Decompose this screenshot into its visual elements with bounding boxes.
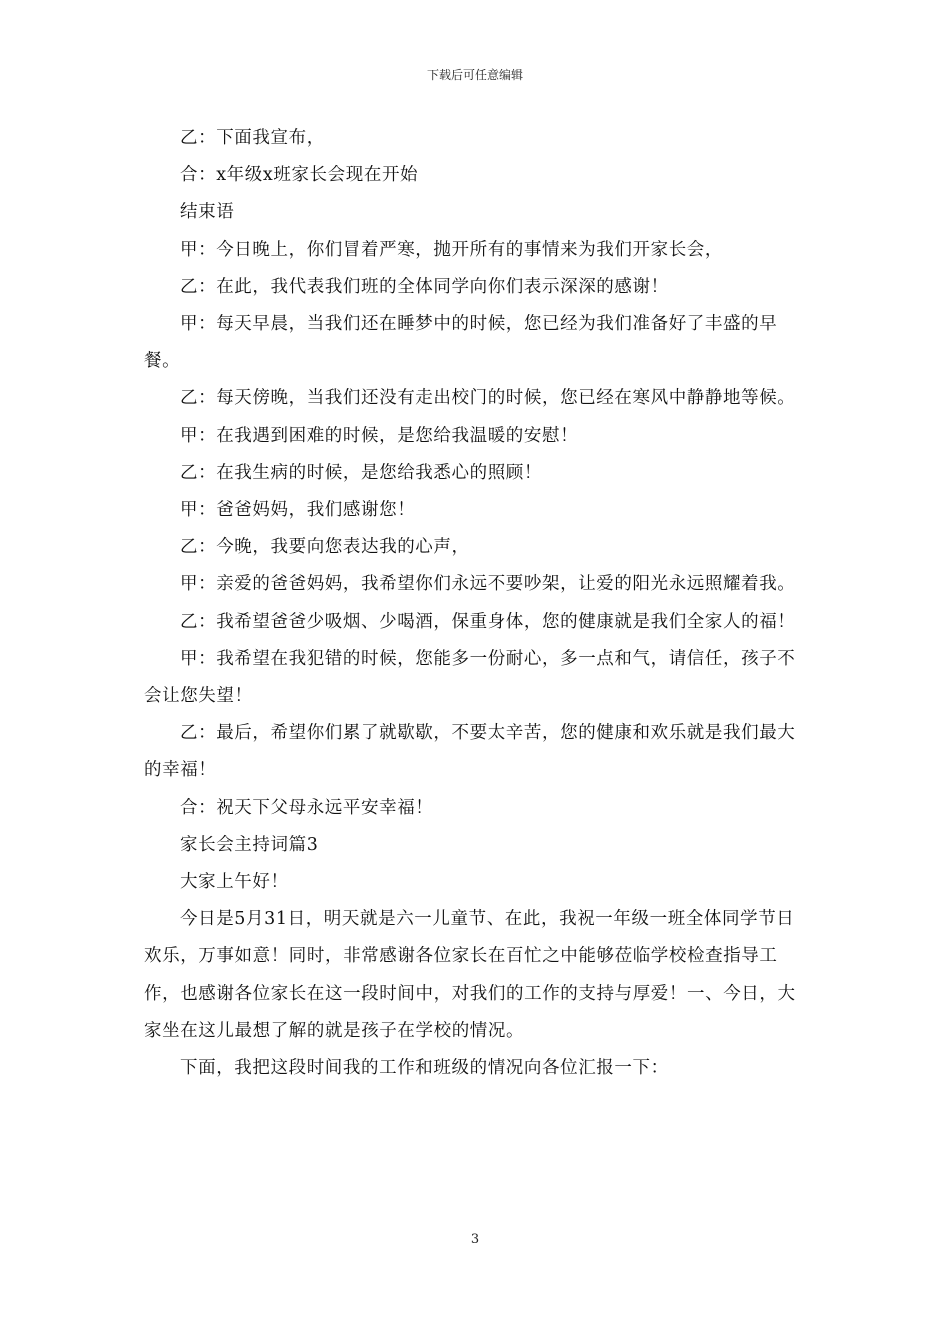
page-header: 下载后可任意编辑 [426,68,523,82]
paragraph: 甲：在我遇到困难的时候，是您给我温暖的安慰！ [180,425,579,446]
paragraph: 乙：在此，我代表我们班的全体同学向你们表示深深的感谢！ [180,276,669,297]
paragraph: 甲：我希望在我犯错的时候，您能多一份耐心，多一点和气，请信任，孩子不会让您失望！ [144,648,796,707]
page-number: 3 [470,1232,480,1247]
paragraph: 乙：今晚，我要向您表达我的心声， [180,537,470,558]
paragraph: 甲：每天早晨，当我们还在睡梦中的时候，您已经为我们准备好了丰盛的早餐。 [144,314,778,372]
paragraph: 甲：亲爱的爸爸妈妈，我希望你们永远不要吵架，让爱的阳光永远照耀着我。 [180,574,796,595]
paragraph: 结束语 [180,202,235,223]
paragraph: 今日是5月31日，明天就是六一儿童节、在此，我祝一年级一班全体同学节日欢乐，万事如意！同时，非常感谢各位家长在百忙之中能够莅临学校检查指导工作，也感谢各位家长在这一段时间中，对我们的工作的支持与厚爱！一、今日，大家坐在这儿最想了解的就是孩子在学校的情况。 [144,909,796,1041]
paragraph: 乙：在我生病的时候，是您给我悉心的照顾！ [180,462,542,483]
section-title: 家长会主持词篇3 [180,834,319,855]
document-body [144,120,809,1087]
paragraph: 大家上午好！ [180,872,289,893]
paragraph: 乙：我希望爸爸少吸烟、少喝酒，保重身体，您的健康就是我们全家人的福！ [180,611,796,632]
paragraph: 乙：每天傍晚，当我们还没有走出校门的时候，您已经在寒风中静静地等候。 [180,388,796,409]
paragraph: 甲：今日晚上，你们冒着严寒，抛开所有的事情来为我们开家长会， [180,239,723,260]
paragraph: 乙：下面我宣布， [180,128,325,148]
paragraph: 下面，我把这段时间我的工作和班级的情况向各位汇报一下： [180,1058,669,1079]
paragraph: 合：祝天下父母永远平安幸福！ [180,797,434,818]
paragraph: 甲：爸爸妈妈，我们感谢您！ [180,500,416,521]
paragraph: 合：x年级x班家长会现在开始 [180,165,419,186]
paragraph: 乙：最后，希望你们累了就歇歇，不要太辛苦，您的健康和欢乐就是我们最大的幸福！ [144,723,796,781]
